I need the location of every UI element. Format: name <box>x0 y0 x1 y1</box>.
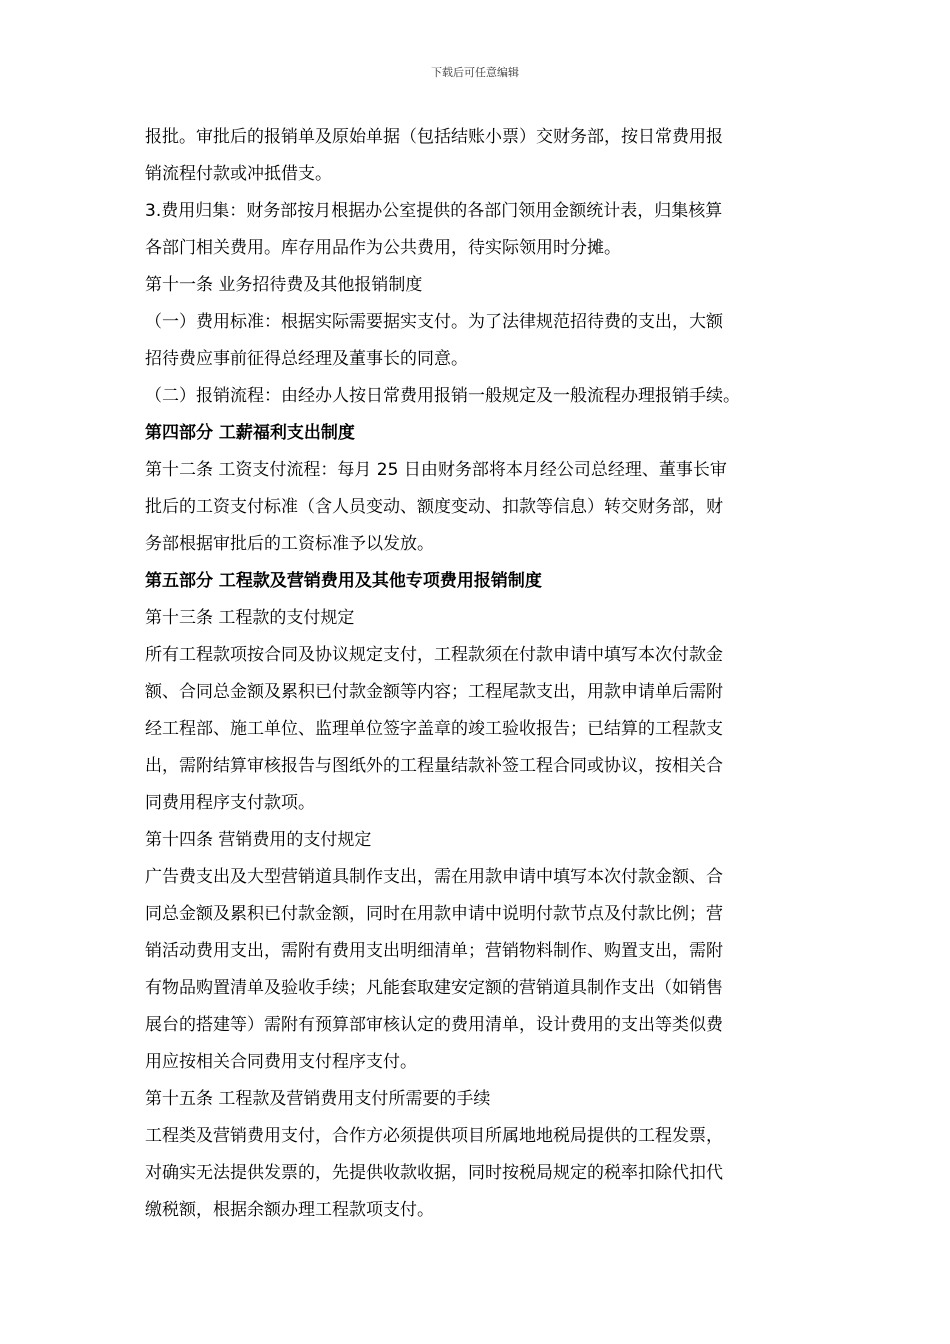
text-line: 销活动费用支出，需附有费用支出明细清单；营销物料制作、购置支出，需附 <box>145 941 723 961</box>
text-line: 3.费用归集：财务部按月根据办公室提供的各部门领用金额统计表，归集核算 <box>145 201 723 221</box>
text-line: 务部根据审批后的工资标准予以发放。 <box>145 534 434 554</box>
text-line: 出，需附结算审核报告与图纸外的工程量结款补签工程合同或协议，按相关合 <box>145 756 723 776</box>
document-body <box>145 119 810 1229</box>
text-line: 缴税额，根据余额办理工程款项支付。 <box>145 1200 434 1220</box>
text-line: 对确实无法提供发票的，先提供收款收据，同时按税局规定的税率扣除代扣代 <box>145 1163 723 1183</box>
text-line: 同总金额及累积已付款金额，同时在用款申请中说明付款节点及付款比例；营 <box>145 904 723 924</box>
text-line: 广告费支出及大型营销道具制作支出，需在用款申请中填写本次付款金额、合 <box>145 867 723 887</box>
section-heading: 第五部分 工程款及营销费用及其他专项费用报销制度 <box>145 571 542 591</box>
text-line: （一）费用标准：根据实际需要据实支付。为了法律规范招待费的支出，大额 <box>145 312 723 332</box>
text-line: 展台的搭建等）需附有预算部审核认定的费用清单，设计费用的支出等类似费 <box>145 1015 723 1035</box>
text-line: 经工程部、施工单位、监理单位签字盖章的竣工验收报告；已结算的工程款支 <box>145 719 723 739</box>
text-line: 招待费应事前征得总经理及董事长的同意。 <box>145 349 468 369</box>
text-line: 销流程付款或冲抵借支。 <box>145 164 332 184</box>
article-heading: 第十五条 工程款及营销费用支付所需要的手续 <box>145 1089 491 1109</box>
article-heading: 第十一条 业务招待费及其他报销制度 <box>145 275 423 295</box>
text-line: 额、合同总金额及累积已付款金额等内容；工程尾款支出，用款申请单后需附 <box>145 682 723 702</box>
text-line: 各部门相关费用。库存用品作为公共费用，待实际领用时分摊。 <box>145 238 621 258</box>
section-heading: 第四部分 工薪福利支出制度 <box>145 423 355 443</box>
text-line: 第十二条 工资支付流程：每月 25 日由财务部将本月经公司总经理、董事长审 <box>145 460 727 480</box>
page-header: 下载后可任意编辑 <box>431 66 519 79</box>
text-line: 批后的工资支付标准（含人员变动、额度变动、扣款等信息）转交财务部，财 <box>145 497 723 517</box>
text-line: （二）报销流程：由经办人按日常费用报销一般规定及一般流程办理报销手续。 <box>145 386 740 406</box>
article-heading: 第十四条 营销费用的支付规定 <box>145 830 372 850</box>
text-line: 报批。审批后的报销单及原始单据（包括结账小票）交财务部，按日常费用报 <box>145 127 723 147</box>
text-line: 所有工程款项按合同及协议规定支付，工程款须在付款申请中填写本次付款金 <box>145 645 723 665</box>
text-line: 有物品购置清单及验收手续；凡能套取建安定额的营销道具制作支出（如销售 <box>145 978 723 998</box>
article-heading: 第十三条 工程款的支付规定 <box>145 608 355 628</box>
text-line: 用应按相关合同费用支付程序支付。 <box>145 1052 417 1072</box>
text-line: 同费用程序支付款项。 <box>145 793 315 813</box>
text-line: 工程类及营销费用支付，合作方必须提供项目所属地地税局提供的工程发票， <box>145 1126 723 1146</box>
